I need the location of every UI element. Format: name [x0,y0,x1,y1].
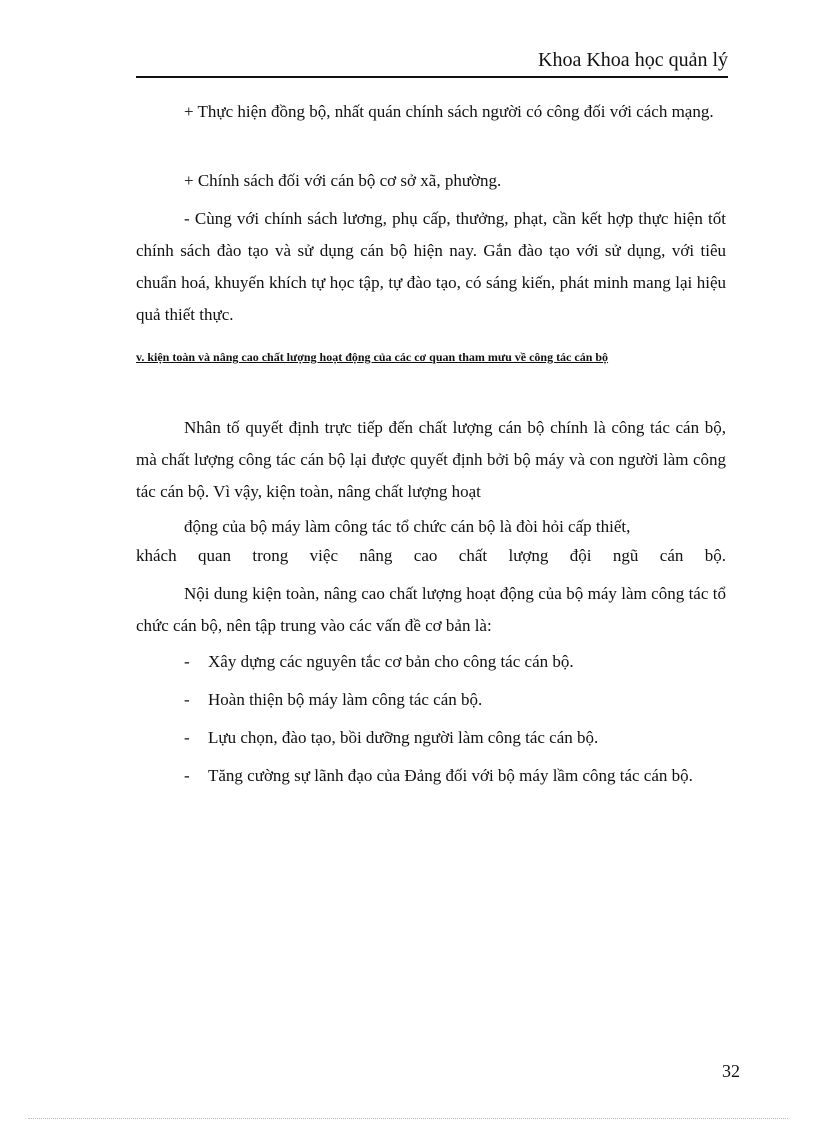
list-item-text: Tăng cường sự lãnh đạo của Đảng đối với bộ máy lầm công tác cán bộ. [208,766,693,785]
list-dash: - [184,690,190,709]
list-dash: - [184,728,190,747]
list-item-text: Lựu chọn, đào tạo, bồi dưỡng người làm công tác cán bộ. [208,728,599,747]
list-item [184,646,726,678]
list-dash: - [184,652,190,671]
page-bottom-divider [28,1118,788,1119]
paragraph-policy-grassroots: + Chính sách đối với cán bộ cơ sở xã, phường. [184,171,502,190]
paragraph-decisive-factor: Nhân tố quyết định trực tiếp đến chất lượng cán bộ chính là công tác cán bộ, mà chất lượng công tác cán bộ lại được quyết định bởi bộ máy và con người làm công tác cán bộ. Vì vậy, kiện toàn, nâng chất lượng hoạt [136,418,726,501]
header-title: Khoa Khoa học quản lý [538,49,728,71]
list-item-text: Xây dựng các nguyên tắc cơ bản cho công tác cán bộ. [208,652,574,671]
list-item [184,760,726,792]
paragraph-policy-revolution: + Thực hiện đồng bộ, nhất quán chính sách người có công đối với cách mạng. [184,102,714,121]
paragraph-content-intro: Nội dung kiện toàn, nâng cao chất lượng hoạt động của bộ máy làm công tác tổ chức cán bộ, nên tập trung vào các vấn đề cơ bản là: [136,584,726,635]
page-number: 32 [722,1061,740,1081]
section-heading: v. kiện toàn và nâng cao chất lượng hoạt động của các cơ quan tham mưu về công tác cán bộ [136,350,609,364]
paragraph-apparatus-line1: động của bộ máy làm công tác tổ chức cán bộ là đòi hỏi cấp thiết, [184,517,631,536]
page-header [136,46,728,78]
paragraph-salary-training: - Cùng với chính sách lương, phụ cấp, thưởng, phạt, cần kết hợp thực hiện tốt chính sách đào tạo và sử dụng cán bộ hiện nay. Gắn đào tạo với sử dụng, với tiêu chuẩn hoá, khuyến khích tự học tập, tự đào tạo, có sáng kiến, phát minh mang lại hiệu quả thiết thực. [136,209,726,324]
paragraph-apparatus-line2: khách quan trong việc nâng cao chất lượng đội ngũ cán bộ. [136,546,726,565]
list-item-text: Hoàn thiện bộ máy làm công tác cán bộ. [208,690,483,709]
list-item [184,722,726,754]
list-dash: - [184,766,190,785]
list-item [184,684,726,716]
